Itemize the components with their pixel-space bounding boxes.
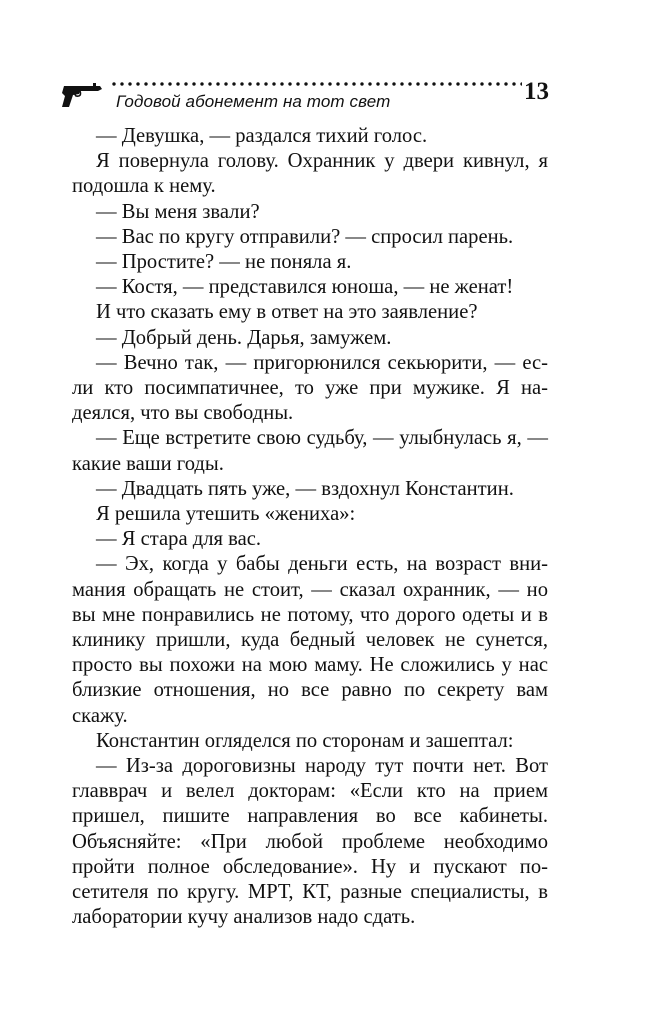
paragraph: И что сказать ему в ответ на это заявление? (96, 301, 478, 324)
paragraph: — Костя, — представился юноша, — не женат! (96, 276, 514, 299)
running-title: Годовой абонемент на тот свет (116, 92, 391, 111)
running-header (60, 78, 570, 120)
paragraph: Константин огляделся по сторонам и зашептал: (96, 729, 514, 752)
paragraph: — Девушка, — раздался тихий голос. (96, 125, 428, 147)
body-text (72, 124, 548, 931)
paragraph: — Вас по кругу отправили? — спросил парень. (96, 225, 514, 248)
header-dotted-rule (110, 81, 522, 87)
paragraph: Я повернула голову. Охранник у двери кивнул, я подошла к нему. (72, 150, 548, 198)
paragraph: — Из-за дороговизны народу тут почти нет. Вот главврач и велел докторам: «Если кто на прием пришел, пишите направления во все кабинеты. Объясняйте: «При любой проблеме необходимо пройти полное обследование». Ну и пускают посетителя по кругу. МРТ, КТ, разные специалисты, в лаборатории кучу анализов надо сдать. (72, 755, 548, 929)
paragraph: — Еще встретите свою судьбу, — улыбнулась я, — какие ваши годы. (72, 427, 548, 475)
revolver-icon (60, 80, 104, 108)
paragraph: — Добрый день. Дарья, замужем. (96, 326, 392, 349)
paragraph: — Я стара для вас. (96, 528, 262, 551)
paragraph: Я решила утешить «жениха»: (96, 503, 356, 526)
paragraph: — Эх, когда у бабы деньги есть, на возраст внимания обращать не стоит, — сказал охранник, — но вы мне понравились не потому, что дорого одеты и в клинику пришли, куда бедный человек не сунется, просто вы похожи на мою маму. Не сложились у нас близкие отношения, но все равно по секрету вам скажу. (72, 553, 548, 727)
paragraph: — Вечно так, — пригорюнился секьюрити, — если кто посимпатичнее, то уже при мужике. Я надеялся, что вы свободны. (72, 351, 548, 425)
paragraph: — Вы меня звали? (96, 200, 260, 223)
paragraph: — Простите? — не поняла я. (96, 251, 352, 274)
paragraph: — Двадцать пять уже, — вздохнул Константин. (96, 477, 514, 500)
page-number: 13 (524, 78, 549, 105)
